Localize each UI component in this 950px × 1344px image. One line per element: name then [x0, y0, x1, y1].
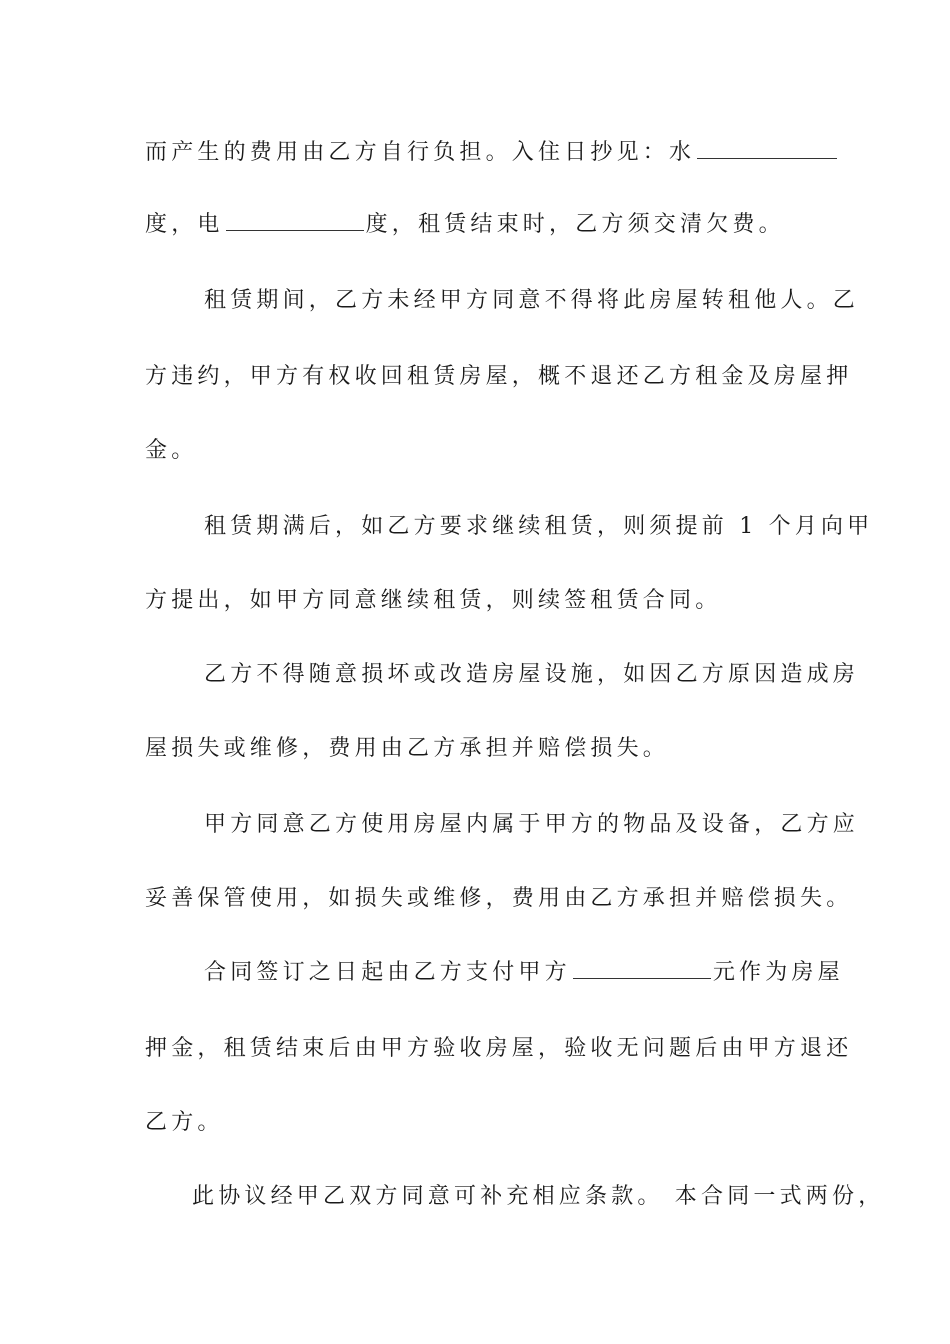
- text-line-14: [145, 1108, 224, 1138]
- text-segment: 乙方不得随意损坏或改造房屋设施，如因乙方原因造成房: [204, 662, 860, 687]
- text-line-7: [145, 586, 721, 616]
- text-line-9: [145, 734, 669, 764]
- text-segment: 金。: [145, 438, 198, 463]
- text-segment: 乙方。: [145, 1110, 224, 1135]
- text-line-3: [204, 286, 859, 316]
- fill-blank-water: [697, 138, 837, 159]
- text-segment: 方提出，如甲方同意继续租赁，则续签租赁合同。: [145, 588, 722, 613]
- text-line-12: [204, 958, 844, 988]
- text-segment: 屋损失或维修，费用由乙方承担并赔偿损失。: [145, 736, 670, 761]
- fill-blank-deposit: [573, 958, 711, 979]
- text-segment: 元作为房屋: [712, 960, 844, 985]
- text-line-4: [145, 362, 852, 392]
- text-segment: 押金，租赁结束后由甲方验收房屋，验收无问题后由甲方退还: [145, 1036, 853, 1061]
- text-line-8: [204, 660, 859, 690]
- text-line-1: [145, 138, 839, 168]
- text-segment: 合同签订之日起由乙方支付甲方: [204, 960, 571, 985]
- text-line-15: [192, 1182, 884, 1212]
- text-segment: 度，租赁结束时，乙方须交清欠费。: [365, 212, 785, 237]
- text-line-2: [145, 210, 785, 240]
- fill-blank-electricity: [226, 210, 364, 231]
- text-segment: 租赁期满后，如乙方要求继续租赁，则须提前 1 个月向甲: [204, 514, 874, 539]
- text-line-11: [145, 884, 852, 914]
- text-line-10: [204, 810, 859, 840]
- text-segment: 甲方同意乙方使用房屋内属于甲方的物品及设备，乙方应: [204, 812, 860, 837]
- text-segment: 方违约，甲方有权收回租赁房屋，概不退还乙方租金及房屋押: [145, 364, 853, 389]
- text-segment: 妥善保管使用，如损失或维修，费用由乙方承担并赔偿损失。: [145, 886, 853, 911]
- text-segment: 租赁期间，乙方未经甲方同意不得将此房屋转租他人。乙: [204, 288, 860, 313]
- text-line-6: [204, 512, 873, 542]
- text-line-5: [145, 436, 197, 466]
- text-segment: 度，电: [145, 212, 224, 237]
- text-segment: 此协议经甲乙双方同意可补充相应条款。 本合同一式两份，: [192, 1184, 885, 1209]
- text-segment: 而产生的费用由乙方自行负担。入住日抄见：水: [145, 140, 696, 165]
- text-line-13: [145, 1034, 852, 1064]
